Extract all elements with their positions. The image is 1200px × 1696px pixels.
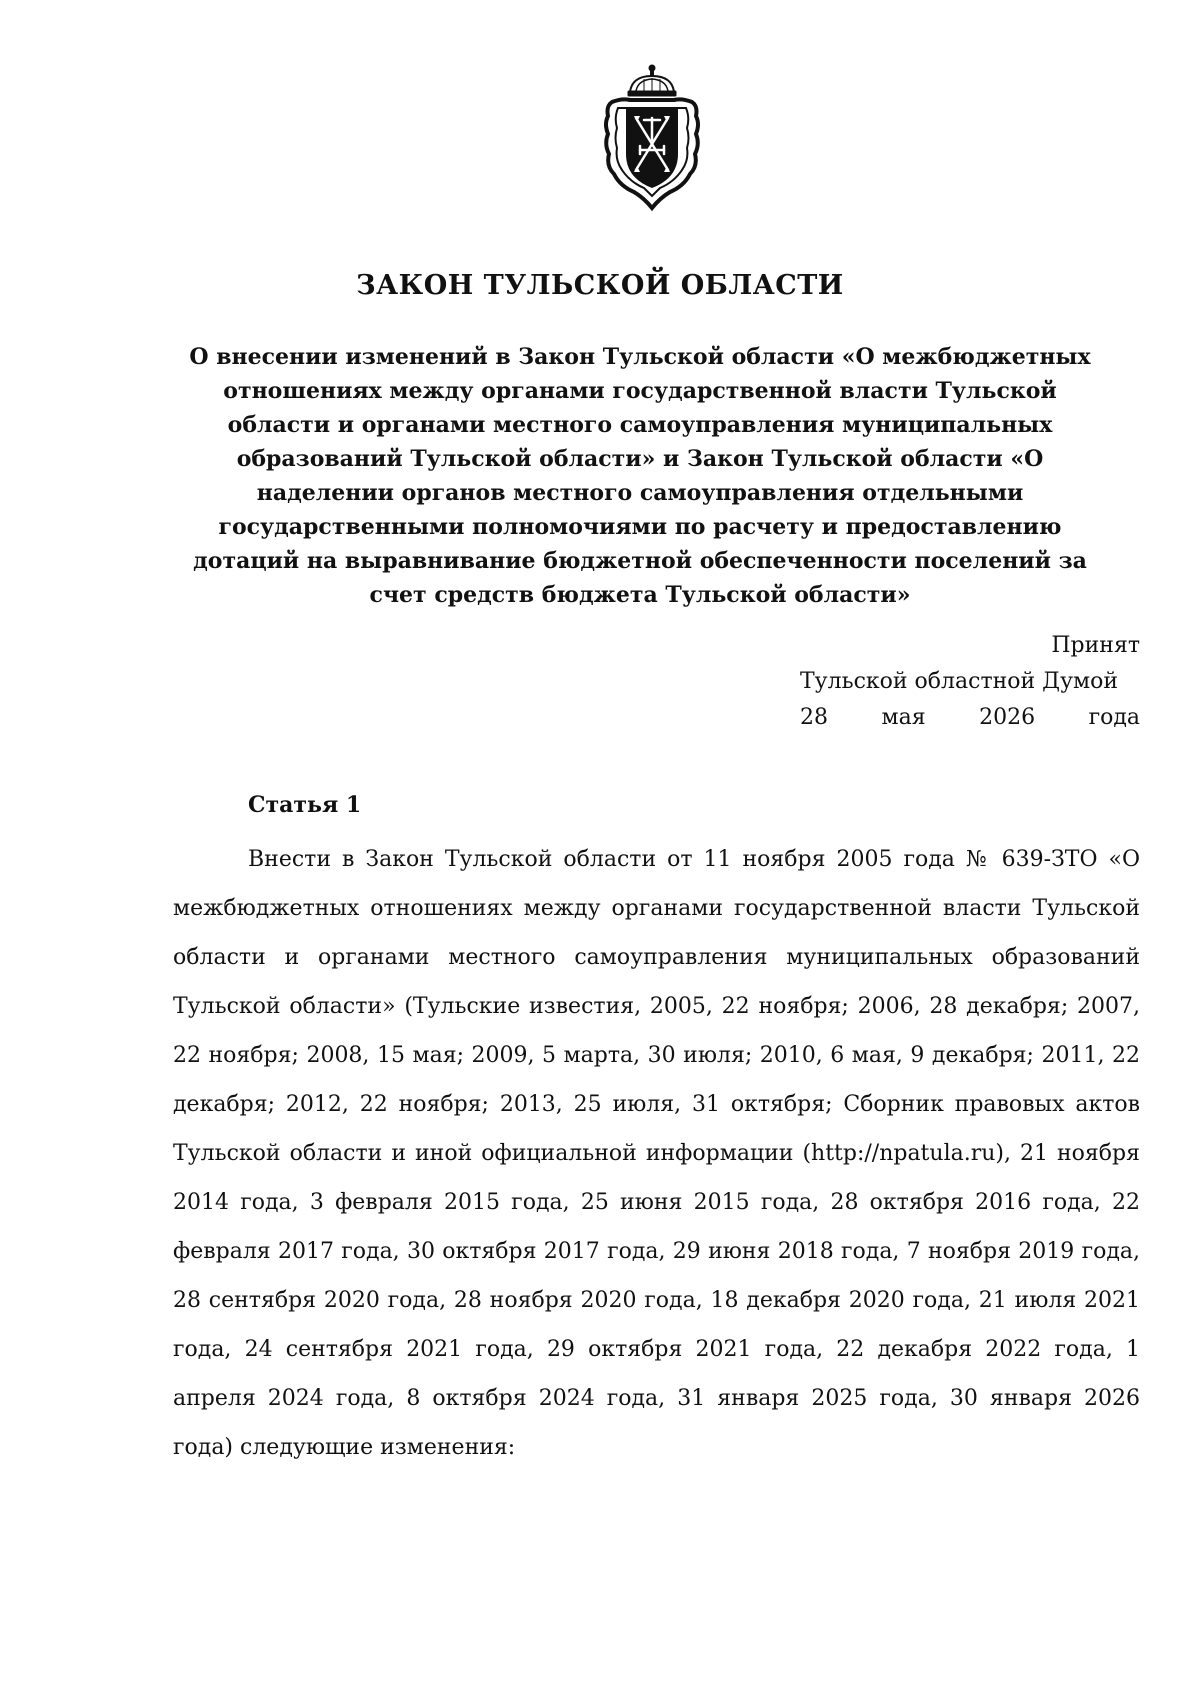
law-subtitle: О внесении изменений в Закон Тульской области «О межбюджетных отношениях между органами государственной власти Тульской области и органами местного самоуправления муниципальных образований Тульской области» и Закон Тульской области «О наделении органов местного самоуправления отдельными государственными полномочиями по расчету и предоставлению дотаций на выравнивание бюджетной обеспеченности поселений за счет средств бюджета Тульской области»: [189, 344, 1091, 608]
article-body: Внести в Закон Тульской области от 11 ноября 2005 года № 639-ЗТО «О межбюджетных отношениях между органами государственной власти Тульской области и органами местного самоуправления муниципальных образований Тульской области» (Тульские известия, 2005, 22 ноября; 2006, 28 декабря; 2007, 22 ноября; 2008, 15 мая; 2009, 5 марта, 30 июля; 2010, 6 мая, 9 декабря; 2011, 22 декабря; 2012, 22 ноября; 2013, 25 июля, 31 октября; Сборник правовых актов Тульской области и иной официальной информации (http://npatula.ru), 21 ноября 2014 года, 3 февраля 2015 года, 25 июня 2015 года, 28 октября 2016 года, 22 февраля 2017 года, 30 октября 2017 года, 29 июня 2018 года, 7 ноября 2019 года, 28 сентября 2020 года, 28 ноября 2020 года, 18 декабря 2020 года, 21 июля 2021 года, 24 сентября 2021 года, 29 октября 2021 года, 22 декабря 2022 года, 1 апреля 2024 года, 8 октября 2024 года, 31 января 2025 года, 30 января 2026 года) следующие изменения:: [173, 847, 1140, 1460]
adoption-day: 28: [800, 705, 828, 730]
adoption-date: [800, 700, 1140, 736]
adoption-block: [800, 628, 1140, 736]
tula-coat-of-arms-icon: [600, 62, 704, 212]
adoption-year: 2026: [979, 705, 1036, 730]
adopted-label: Принят: [1051, 633, 1140, 658]
law-title: ЗАКОН ТУЛЬСКОЙ ОБЛАСТИ: [356, 270, 844, 301]
adoption-month: мая: [881, 705, 926, 730]
article-heading: Статья 1: [248, 792, 362, 818]
adoption-year-word: года: [1088, 705, 1140, 730]
adopted-by: Тульской областной Думой: [800, 669, 1119, 694]
